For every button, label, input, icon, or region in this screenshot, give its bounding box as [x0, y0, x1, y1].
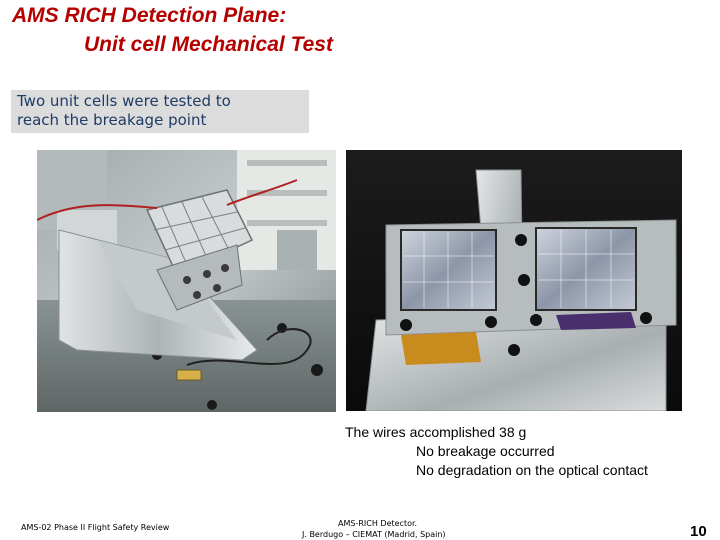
intro-textbox [11, 90, 309, 133]
footer-middle-line1: AMS-RICH Detector. [338, 519, 418, 528]
photo-two-unit-cells [346, 150, 682, 411]
footer-middle-line2: J. Berdugo – CIEMAT (Madrid, Spain) [302, 530, 446, 539]
footer-left-text: AMS-02 Phase II Flight Safety Review [21, 523, 170, 532]
caption-line3: No degradation on the optical contact [416, 462, 648, 478]
photo-unit-cell-on-test-jig [37, 150, 336, 412]
caption-line1: The wires accomplished 38 g [345, 424, 527, 440]
intro-text: Two unit cells were tested to reach the breakage point [17, 92, 231, 129]
slide-title-line2: Unit cell Mechanical Test [84, 33, 333, 56]
page-number: 10 [690, 523, 707, 540]
slide-title-line1: AMS RICH Detection Plane: [12, 4, 287, 27]
caption-line2: No breakage occurred [416, 443, 555, 459]
